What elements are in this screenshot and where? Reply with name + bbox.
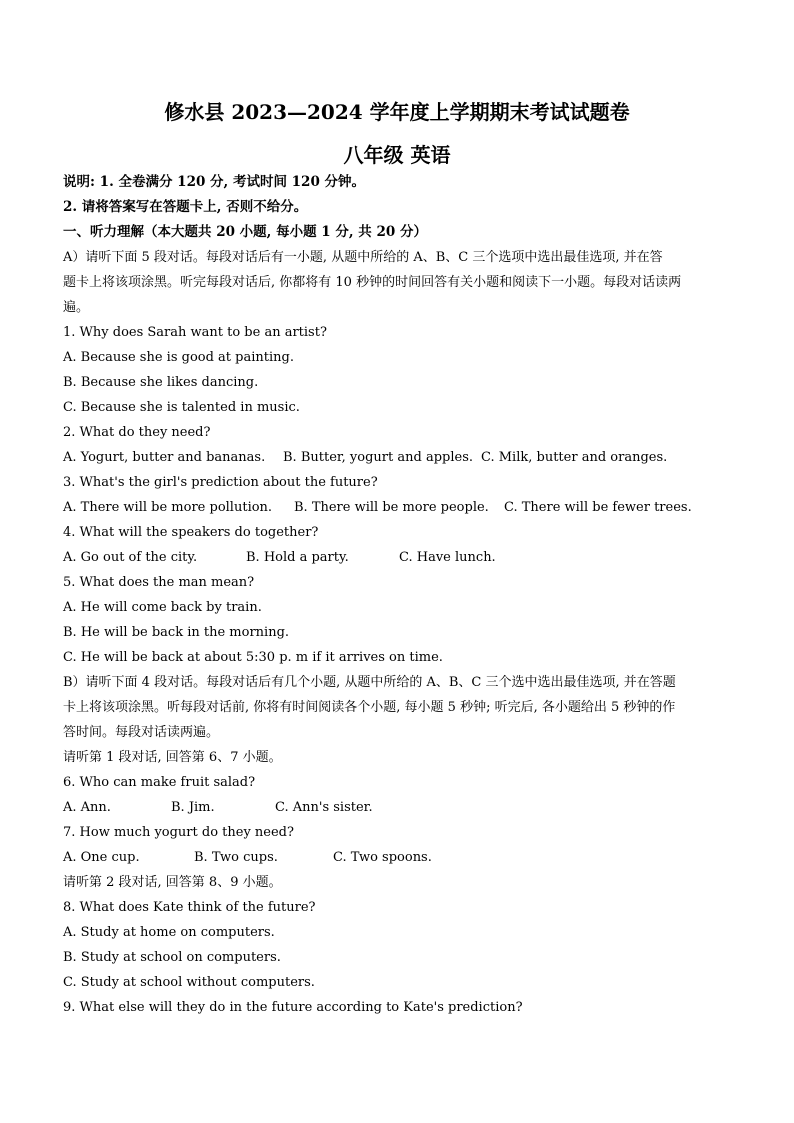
question-1-stem: 1. Why does Sarah want to be an artist?	[63, 325, 327, 340]
question-7-option-c: C. Two spoons.	[333, 850, 432, 865]
part-b-instructions-line: 答时间。每段对话读两遍。	[63, 725, 220, 740]
question-7-option-b: B. Two cups.	[194, 850, 278, 865]
question-6-option-a: A. Ann.	[63, 800, 111, 815]
question-1-option-c: C. Because she is talented in music.	[63, 400, 300, 415]
exam-note-1: 说明: 1. 全卷满分 120 分, 考试时间 120 分钟。	[63, 174, 366, 190]
question-8-stem: 8. What does Kate think of the future?	[63, 900, 316, 915]
page-subtitle: 八年级 英语	[343, 143, 451, 167]
page-title: 修水县 2023—2024 学年度上学期期末考试试题卷	[164, 100, 630, 124]
dialog-1-instruction: 请听第 1 段对话, 回答第 6、7 小题。	[63, 750, 282, 765]
question-3-options	[63, 500, 692, 516]
part-a-instructions-line: A）请听下面 5 段对话。每段对话后有一小题, 从题中所给的 A、B、C 三个选项中选出最佳选项, 并在答	[63, 250, 663, 265]
question-2-option-c: C. Milk, butter and oranges.	[481, 450, 668, 465]
question-3-option-b: B. There will be more people.	[294, 500, 489, 515]
part-a-instructions-line: 题卡上将该项涂黑。听完每段对话后, 你都将有 10 秒钟的时间回答有关小题和阅读下一小题。每段对话读两	[63, 275, 682, 290]
question-3-option-c: C. There will be fewer trees.	[504, 500, 692, 515]
question-5-option-a: A. He will come back by train.	[63, 600, 262, 615]
question-7-option-a: A. One cup.	[63, 850, 140, 865]
question-3-stem: 3. What's the girl's prediction about the future?	[63, 475, 378, 490]
dialog-2-instruction: 请听第 2 段对话, 回答第 8、9 小题。	[63, 875, 282, 890]
question-9-stem: 9. What else will they do in the future according to Kate's prediction?	[63, 1000, 523, 1015]
question-3-option-a: A. There will be more pollution.	[63, 500, 273, 515]
section-heading: 一、听力理解（本大题共 20 小题, 每小题 1 分, 共 20 分）	[63, 224, 427, 240]
question-5-option-c: C. He will be back at about 5:30 p. m if it arrives on time.	[63, 650, 443, 665]
question-7-options	[63, 850, 432, 866]
question-6-options	[63, 800, 373, 816]
question-8-option-a: A. Study at home on computers.	[63, 925, 275, 940]
question-4-stem: 4. What will the speakers do together?	[63, 525, 319, 540]
question-6-option-b: B. Jim.	[171, 800, 215, 815]
question-7-stem: 7. How much yogurt do they need?	[63, 825, 294, 840]
exam-note-2: 2. 请将答案写在答题卡上, 否则不给分。	[63, 199, 308, 215]
question-1-option-a: A. Because she is good at painting.	[63, 350, 294, 365]
question-2-stem: 2. What do they need?	[63, 425, 211, 440]
question-2-option-a: A. Yogurt, butter and bananas.	[63, 450, 266, 465]
question-2-options	[63, 450, 667, 466]
question-6-option-c: C. Ann's sister.	[275, 800, 373, 815]
question-4-option-c: C. Have lunch.	[399, 550, 496, 565]
question-4-options	[63, 550, 496, 566]
question-6-stem: 6. Who can make fruit salad?	[63, 775, 256, 790]
question-4-option-b: B. Hold a party.	[246, 550, 349, 565]
question-5-stem: 5. What does the man mean?	[63, 575, 255, 590]
question-2-option-b: B. Butter, yogurt and apples.	[283, 450, 473, 465]
question-5-option-b: B. He will be back in the morning.	[63, 625, 290, 640]
question-1-option-b: B. Because she likes dancing.	[63, 375, 259, 390]
question-4-option-a: A. Go out of the city.	[63, 550, 198, 565]
question-8-option-c: C. Study at school without computers.	[63, 975, 315, 990]
part-b-instructions-line: 卡上将该项涂黑。听每段对话前, 你将有时间阅读各个小题, 每小题 5 秒钟; 听完后, 各小题给出 5 秒钟的作	[63, 700, 676, 715]
part-a-instructions-line: 遍。	[63, 300, 90, 315]
part-b-instructions-line: B）请听下面 4 段对话。每段对话后有几个小题, 从题中所给的 A、B、C 三个选中选出最佳选项, 并在答题	[63, 675, 676, 690]
question-8-option-b: B. Study at school on computers.	[63, 950, 281, 965]
